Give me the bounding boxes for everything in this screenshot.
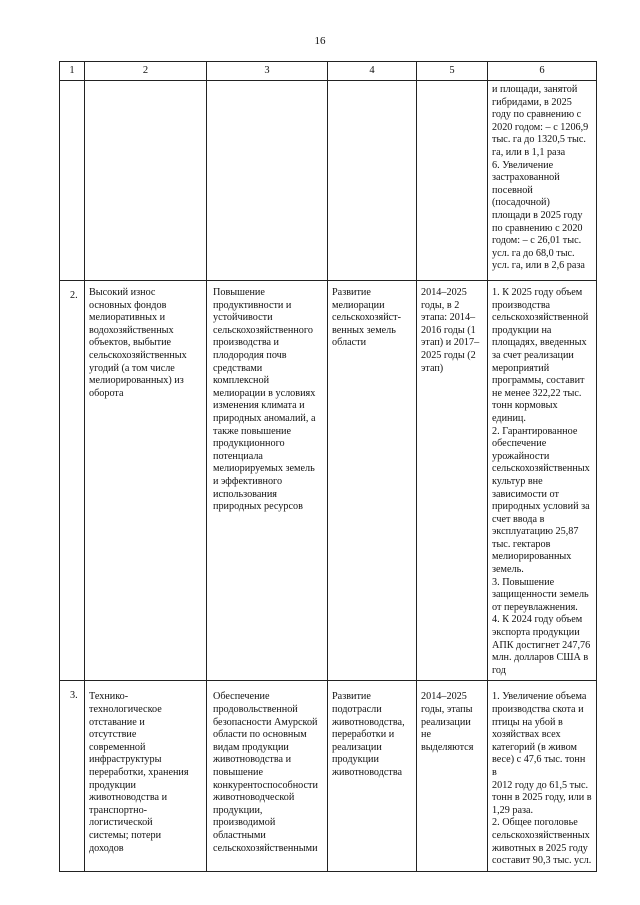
table-header-row bbox=[60, 62, 597, 81]
task-cell: Развитие мелиорации сельскохозяйст- венных земель области bbox=[328, 281, 417, 681]
period-cell: 2014–2025 годы, в 2 этапа: 2014– 2016 годы (1 этап) и 2017– 2025 годы (2 этап) bbox=[417, 281, 488, 681]
table-row bbox=[60, 681, 597, 871]
problem-cell: Технико- технологическое отставание и отсутствие современной инфраструктуры переработки, хранения продукции животноводства и транспортно- логистической системы; потери доходов bbox=[85, 681, 207, 871]
task-cell bbox=[328, 81, 417, 281]
results-cell: и площади, занятой гибридами, в 2025 году по сравнению с 2020 годом: – с 1206,9 тыс. га до 1320,5 тыс. га, или в 1,1 раза 6. Увеличение застрахованной посевной (посадочной) площади в 2025 году по сравнению с 2020 годом: – с 26,01 тыс. усл. га до 68,0 тыс. усл. га, или в 2,6 раза bbox=[488, 81, 597, 281]
column-header: 4 bbox=[328, 62, 417, 81]
row-number: 3. bbox=[60, 681, 85, 871]
period-cell bbox=[417, 81, 488, 281]
column-header: 1 bbox=[60, 62, 85, 81]
column-header: 6 bbox=[488, 62, 597, 81]
page-number: 16 bbox=[314, 35, 326, 47]
program-table bbox=[59, 61, 597, 872]
table-row bbox=[60, 281, 597, 681]
column-header: 3 bbox=[207, 62, 328, 81]
results-cell: 1. К 2025 году объем производства сельскохозяйственной продукции на площадях, введенных за счет реализации мероприятий программы, составит не менее 322,22 тыс. тонн кормовых единиц. 2. Гарантированное обеспечение урожайности сельскохозяйственных культур вне зависимости от природных условий за счет ввода в эксплуатацию 25,87 тыс. гектаров мелиорированных земель. 3. Повышение защищенности земель от переувлажнения. 4. К 2024 году объем экспорта продукции АПК достигнет 247,76 млн. долларов США в год bbox=[488, 281, 597, 681]
column-header: 2 bbox=[85, 62, 207, 81]
problem-cell bbox=[85, 81, 207, 281]
goal-cell bbox=[207, 81, 328, 281]
row-number: 2. bbox=[60, 281, 85, 681]
problem-cell: Высокий износ основных фондов мелиоративных и водохозяйственных объектов, выбытие сельскохозяйственных угодий (а том числе мелиорированных) из оборота bbox=[85, 281, 207, 681]
goal-cell: Повышение продуктивности и устойчивости сельскохозяйственного производства и плодородия почв средствами комплексной мелиорации в условиях изменения климата и природных аномалий, а также повышение продукционного потенциала мелиорируемых земель и эффективного использования природных ресурсов bbox=[207, 281, 328, 681]
row-number bbox=[60, 81, 85, 281]
task-cell: Развитие подотрасли животноводства, переработки и реализации продукции животноводства bbox=[328, 681, 417, 871]
goal-cell: Обеспечение продовольственной безопасности Амурской области по основным видам продукции животноводства и повышение конкурентоспособности животноводческой продукции, производимой областными сельскохозяйственными bbox=[207, 681, 328, 871]
table-row bbox=[60, 81, 597, 281]
results-cell: 1. Увеличение объема производства скота и птицы на убой в хозяйствах всех категорий (в живом весе) с 47,6 тыс. тонн в 2012 году до 61,5 тыс. тонн в 2025 году, или в 1,29 раза. 2. Общее поголовье сельскохозяйственных животных в 2025 году составит 90,3 тыс. усл. bbox=[488, 681, 597, 871]
period-cell: 2014–2025 годы, этапы реализации не выделяются bbox=[417, 681, 488, 871]
column-header: 5 bbox=[417, 62, 488, 81]
